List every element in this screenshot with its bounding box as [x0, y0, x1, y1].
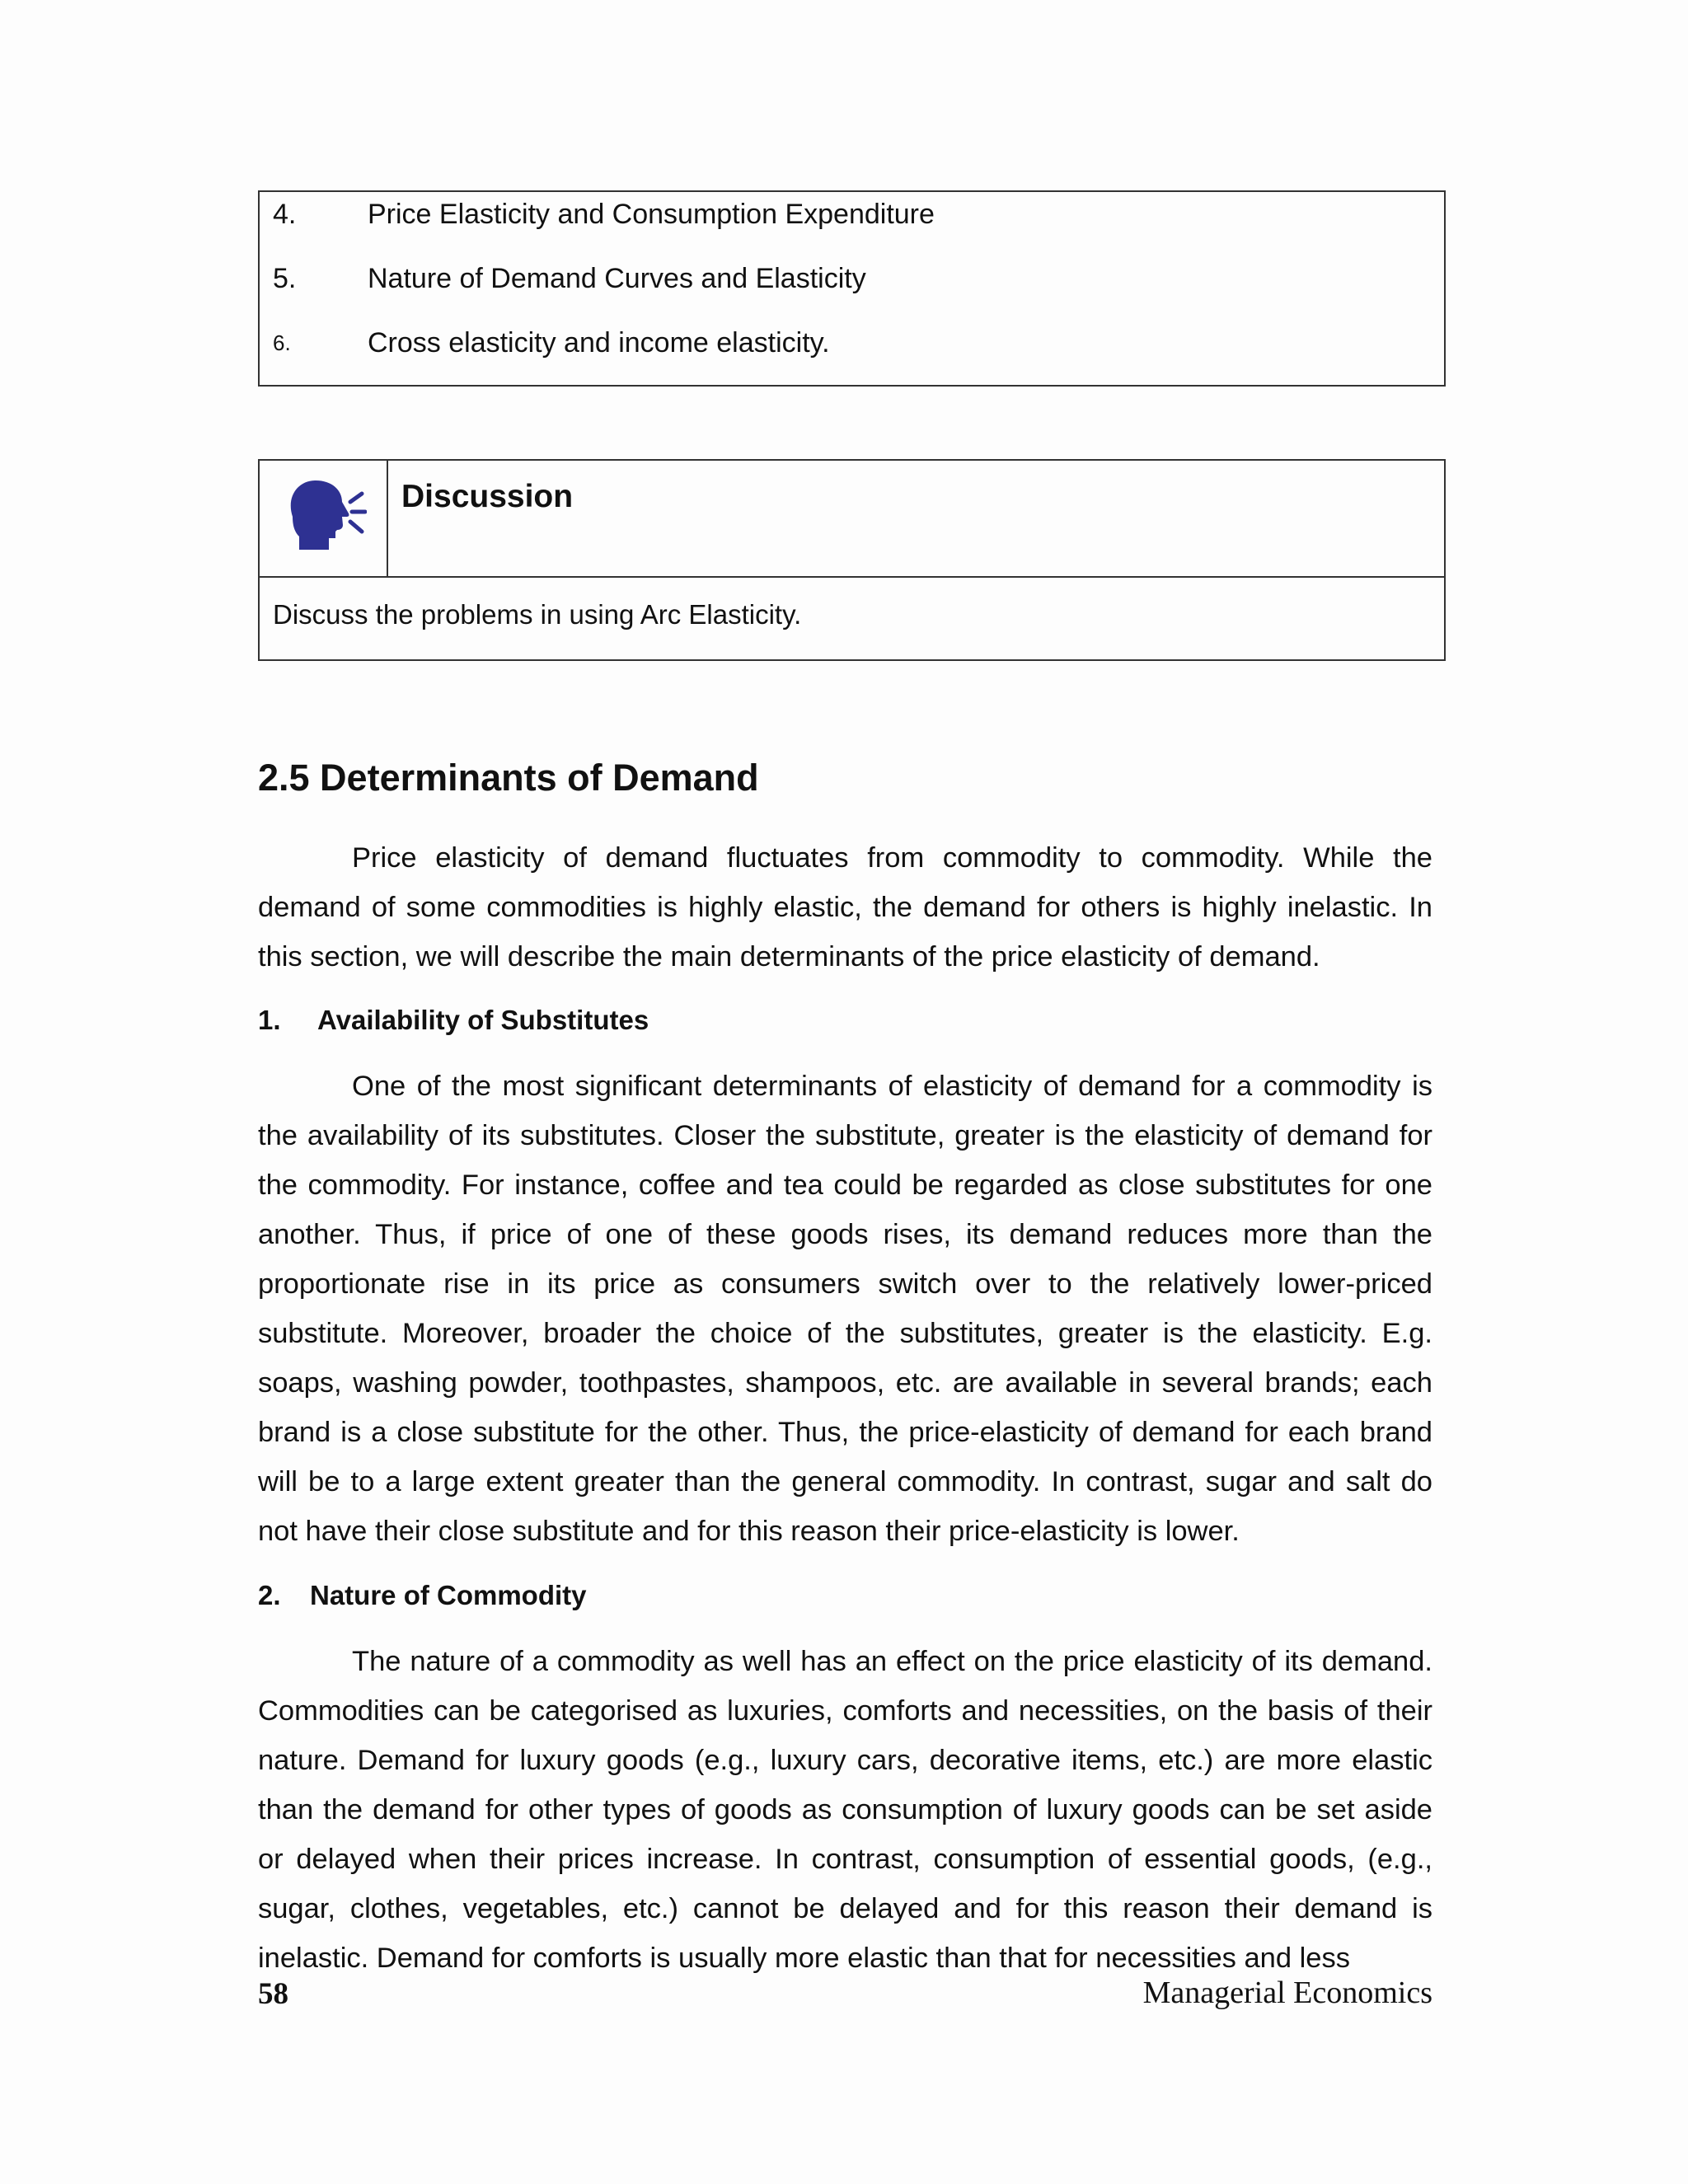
list-item-number: 5. [273, 263, 297, 294]
subsection-paragraph: The nature of a commodity as well has an effect on the price elasticity of its demand. Commodities can be categorised as luxuries, comforts and necessities, on the basis of their nature. Demand for luxury goods (e.g., luxury cars, decorative items, etc.) are more elastic than the demand for other types of goods as consumption of luxury goods can be set aside or delayed when their prices increase. In contrast, consumption of essential goods, (e.g., sugar, clothes, vegetables, etc.) cannot be delayed and for this reason their demand is inelastic. Demand for comforts is usually more elastic than that for necessities and less [258, 1646, 1432, 1974]
list-item-text: Price Elasticity and Consumption Expenditure [368, 199, 935, 230]
list-item-text: Cross elasticity and income elasticity. [368, 327, 830, 359]
section-intro-paragraph: Price elasticity of demand fluctuates from commodity to commodity. While the demand of some commodities is highly elastic, the demand for others is highly inelastic. In this section, we will describe the main determinants of the price elasticity of demand. [258, 842, 1432, 972]
discussion-box [258, 459, 1446, 661]
page-number: 58 [258, 1977, 288, 2011]
subsection-title: Availability of Substitutes [317, 1005, 649, 1035]
section-title: 2.5 Determinants of Demand [258, 757, 759, 799]
subsection-number: 2. [258, 1580, 281, 1610]
list-item [273, 322, 830, 363]
book-title: Managerial Economics [1142, 1975, 1432, 2010]
list-item-text: Nature of Demand Curves and Elasticity [368, 263, 866, 294]
list-item-number: 6. [273, 330, 291, 355]
topic-list-box [258, 190, 1446, 387]
discussion-icon-cell [260, 461, 388, 576]
discussion-body: Discuss the problems in using Arc Elasticity. [273, 599, 802, 630]
subsection-number: 1. [258, 1005, 281, 1035]
subsection-heading-substitutes [258, 1005, 649, 1036]
discussion-title: Discussion [401, 479, 574, 514]
list-item-number: 4. [273, 199, 297, 230]
subsection-heading-nature [258, 1580, 587, 1611]
subsection-title: Nature of Commodity [310, 1580, 587, 1610]
discussion-header [260, 461, 1444, 578]
speaking-head-icon [281, 477, 367, 556]
list-item [273, 258, 866, 299]
list-item [273, 194, 935, 235]
subsection-paragraph: One of the most significant determinants of elasticity of demand for a commodity is the availability of its substitutes. Closer the substitute, greater is the elasticity of demand for the commodity. For instance, coffee and tea could be regarded as close substitutes for one another. Thus, if price of one of these goods rises, its demand reduces more than the proportionate rise in its price as consumers switch over to the relatively lower-priced substitute. Moreover, broader the choice of the substitutes, greater is the elasticity. E.g. soaps, washing powder, toothpastes, shampoos, etc. are available in several brands; each brand is a close substitute for the other. Thus, the price-elasticity of demand for each brand will be to a large extent greater than the general commodity. In contrast, sugar and salt do not have their close substitute and for this reason their price-elasticity is lower. [258, 1071, 1432, 1547]
